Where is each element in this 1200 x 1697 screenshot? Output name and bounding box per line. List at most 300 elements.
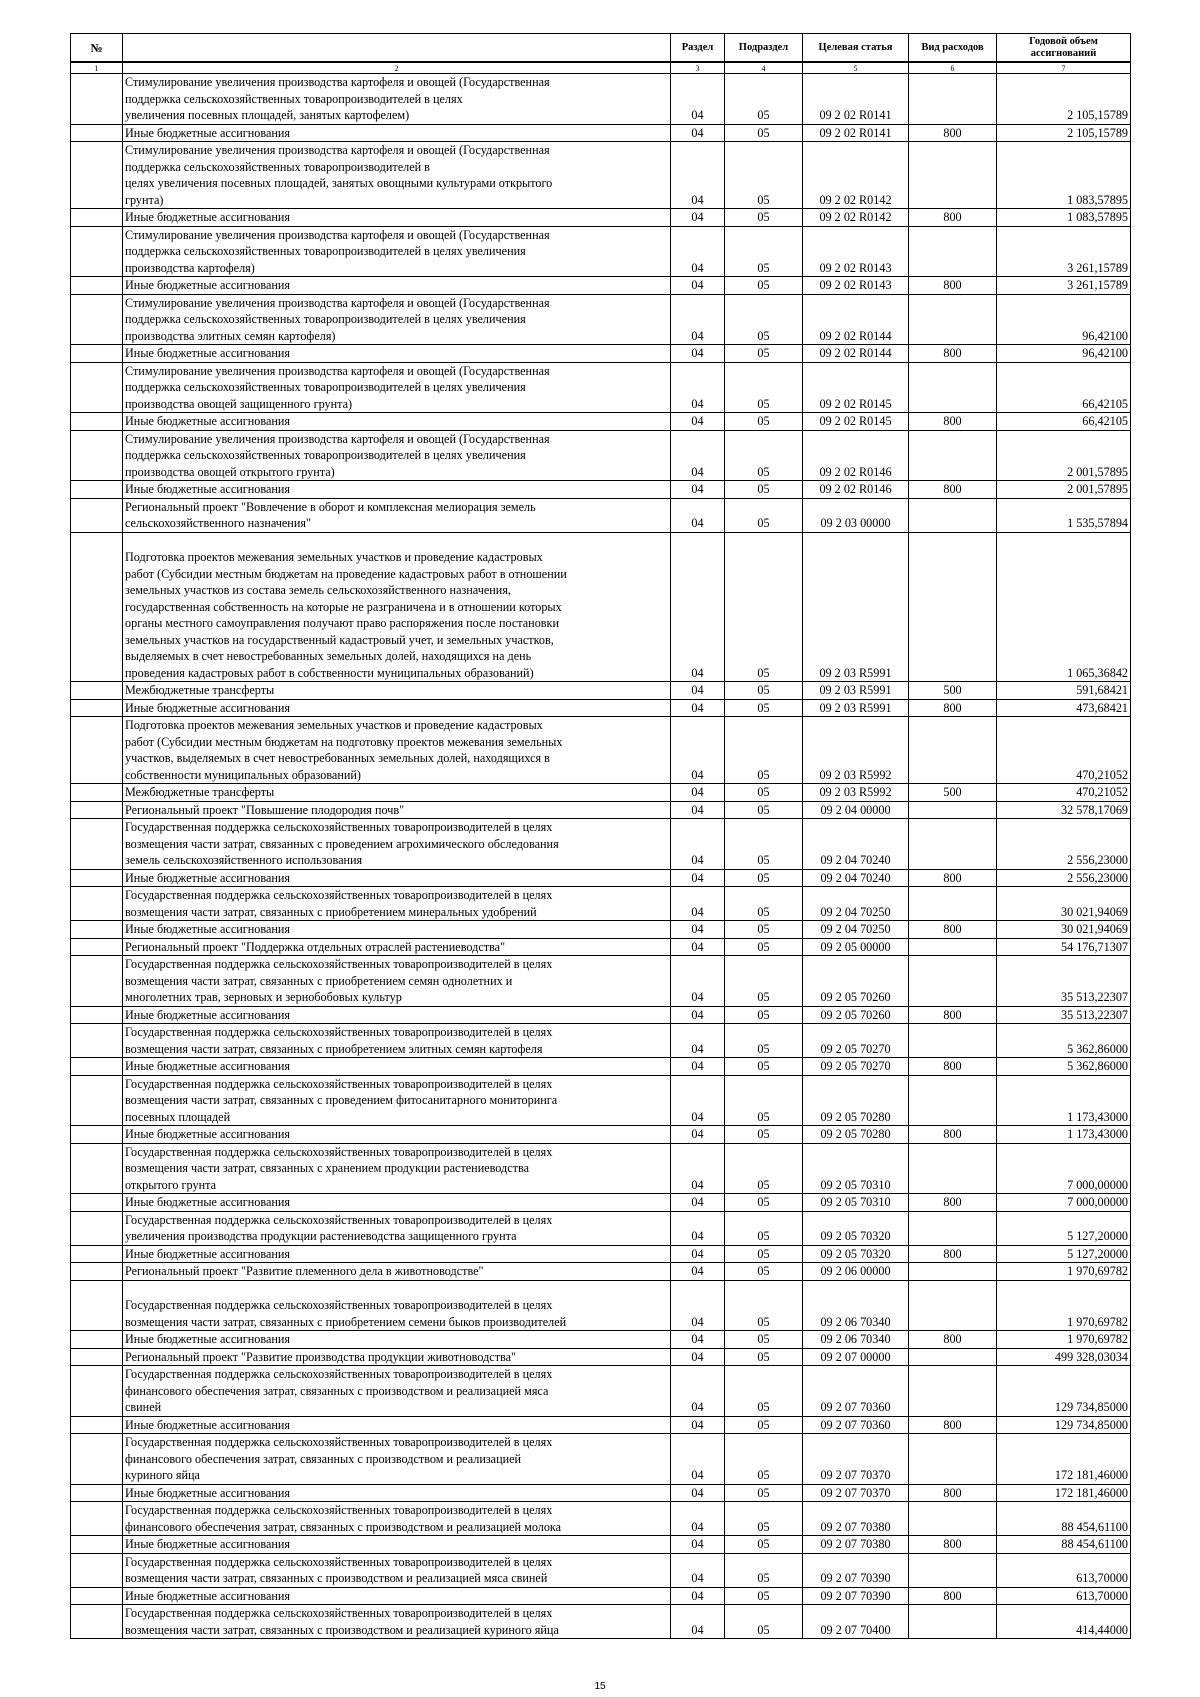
- table-row: [71, 413, 1131, 431]
- row-podrazdel: 05: [725, 1245, 803, 1263]
- row-podrazdel: 05: [725, 1484, 803, 1502]
- row-name: Государственная поддержка сельскохозяйственных товаропроизводителей в целях возмещения части затрат, связанных с проведением фитосанитарного мониторинга посевных площадей: [123, 1075, 671, 1126]
- table-row: [71, 1605, 1131, 1639]
- row-amount: 5 127,20000: [997, 1245, 1131, 1263]
- row-name: Стимулирование увеличения производства картофеля и овощей (Государственная поддержка сельскохозяйственных товаропроизводителей в целях увеличения посевных площадей, занятых картофелем): [123, 74, 671, 125]
- row-vid: [909, 226, 997, 277]
- row-number-cell: [71, 1502, 123, 1536]
- row-number-cell: [71, 226, 123, 277]
- table-row: [71, 682, 1131, 700]
- header-vid: Вид расходов: [909, 34, 997, 63]
- row-podrazdel: 05: [725, 1553, 803, 1587]
- row-number-cell: [71, 74, 123, 125]
- row-vid: [909, 1211, 997, 1245]
- row-vid: [909, 1143, 997, 1194]
- row-number-cell: [71, 1143, 123, 1194]
- column-number: 3: [671, 62, 725, 74]
- row-number-cell: [71, 1194, 123, 1212]
- row-razdel: 04: [671, 887, 725, 921]
- row-razdel: 04: [671, 345, 725, 363]
- row-article: 09 2 04 70250: [803, 887, 909, 921]
- table-row: [71, 1348, 1131, 1366]
- row-amount: 1 970,69782: [997, 1280, 1131, 1331]
- column-number: 2: [123, 62, 671, 74]
- row-vid: 800: [909, 1416, 997, 1434]
- row-article: 09 2 02 R0145: [803, 362, 909, 413]
- table-row: [71, 1194, 1131, 1212]
- row-amount: 96,42100: [997, 294, 1131, 345]
- row-amount: 1 173,43000: [997, 1126, 1131, 1144]
- row-razdel: 04: [671, 1143, 725, 1194]
- table-row: [71, 801, 1131, 819]
- row-name: Государственная поддержка сельскохозяйственных товаропроизводителей в целях увеличения производства продукции растениеводства защищенного грунта: [123, 1211, 671, 1245]
- row-article: 09 2 07 70360: [803, 1366, 909, 1417]
- table-row: [71, 938, 1131, 956]
- row-razdel: 04: [671, 1416, 725, 1434]
- row-vid: 800: [909, 124, 997, 142]
- row-vid: [909, 1024, 997, 1058]
- table-row: [71, 1211, 1131, 1245]
- row-razdel: 04: [671, 1536, 725, 1554]
- row-amount: 172 181,46000: [997, 1434, 1131, 1485]
- row-razdel: 04: [671, 1024, 725, 1058]
- row-amount: 5 362,86000: [997, 1024, 1131, 1058]
- row-number-cell: [71, 362, 123, 413]
- row-name: Государственная поддержка сельскохозяйственных товаропроизводителей в целях финансового обеспечения затрат, связанных с производством и реализацией куриного яйца: [123, 1434, 671, 1485]
- row-number-cell: [71, 1484, 123, 1502]
- header-number: №: [71, 34, 123, 63]
- row-number-cell: [71, 938, 123, 956]
- table-row: [71, 1075, 1131, 1126]
- table-row: [71, 1331, 1131, 1349]
- row-article: 09 2 07 70390: [803, 1553, 909, 1587]
- table-row: [71, 784, 1131, 802]
- row-article: 09 2 07 70390: [803, 1587, 909, 1605]
- row-number-cell: [71, 1434, 123, 1485]
- row-vid: 800: [909, 1058, 997, 1076]
- column-number: 1: [71, 62, 123, 74]
- row-number-cell: [71, 921, 123, 939]
- row-podrazdel: 05: [725, 1536, 803, 1554]
- row-number-cell: [71, 124, 123, 142]
- row-podrazdel: 05: [725, 532, 803, 682]
- row-vid: [909, 294, 997, 345]
- row-razdel: 04: [671, 938, 725, 956]
- row-vid: 800: [909, 277, 997, 295]
- row-amount: 470,21052: [997, 784, 1131, 802]
- table-row: [71, 226, 1131, 277]
- row-name: Иные бюджетные ассигнования: [123, 1587, 671, 1605]
- row-razdel: 04: [671, 1605, 725, 1639]
- row-article: 09 2 05 70280: [803, 1126, 909, 1144]
- table-row: [71, 362, 1131, 413]
- row-number-cell: [71, 1058, 123, 1076]
- row-article: 09 2 03 R5991: [803, 682, 909, 700]
- row-number-cell: [71, 1587, 123, 1605]
- row-number-cell: [71, 1348, 123, 1366]
- row-name: Иные бюджетные ассигнования: [123, 1416, 671, 1434]
- table-row: [71, 699, 1131, 717]
- row-podrazdel: 05: [725, 938, 803, 956]
- row-name: Иные бюджетные ассигнования: [123, 209, 671, 227]
- row-amount: 1 083,57895: [997, 209, 1131, 227]
- row-amount: 1 173,43000: [997, 1075, 1131, 1126]
- table-row: [71, 481, 1131, 499]
- table-row: [71, 345, 1131, 363]
- row-amount: 30 021,94069: [997, 921, 1131, 939]
- row-article: 09 2 03 R5992: [803, 717, 909, 784]
- row-razdel: 04: [671, 1587, 725, 1605]
- row-razdel: 04: [671, 430, 725, 481]
- row-amount: 2 001,57895: [997, 481, 1131, 499]
- row-podrazdel: 05: [725, 1024, 803, 1058]
- row-vid: [909, 532, 997, 682]
- row-article: 09 2 02 R0146: [803, 481, 909, 499]
- row-podrazdel: 05: [725, 1348, 803, 1366]
- row-amount: 172 181,46000: [997, 1484, 1131, 1502]
- row-vid: [909, 938, 997, 956]
- row-razdel: 04: [671, 1245, 725, 1263]
- row-razdel: 04: [671, 717, 725, 784]
- row-article: 09 2 02 R0141: [803, 74, 909, 125]
- table-row: [71, 209, 1131, 227]
- row-number-cell: [71, 277, 123, 295]
- row-amount: 5 362,86000: [997, 1058, 1131, 1076]
- row-podrazdel: 05: [725, 801, 803, 819]
- row-podrazdel: 05: [725, 1605, 803, 1639]
- row-number-cell: [71, 1605, 123, 1639]
- row-article: 09 2 02 R0143: [803, 226, 909, 277]
- row-article: 09 2 05 00000: [803, 938, 909, 956]
- table-body: [71, 74, 1131, 1639]
- row-name: Подготовка проектов межевания земельных участков и проведение кадастровых работ (Субсидии местным бюджетам на проведение кадастровых работ в отношении земельных участков из состава земель сельскохозяйственного назначения, государственная собственность на которые не разграничена и в отношении которых органы местного самоуправления получают право распоряжения после постановки земельных участков на государственный кадастровый учет, и земельных участков, выделяемых в счет невостребованных земельных долей, находящихся на день проведения кадастровых работ в собственности муниципальных образований): [123, 532, 671, 682]
- row-vid: 800: [909, 1484, 997, 1502]
- row-name: Иные бюджетные ассигнования: [123, 345, 671, 363]
- row-article: 09 2 06 00000: [803, 1263, 909, 1281]
- row-podrazdel: 05: [725, 1058, 803, 1076]
- row-name: Иные бюджетные ассигнования: [123, 1006, 671, 1024]
- row-razdel: 04: [671, 921, 725, 939]
- row-podrazdel: 05: [725, 1211, 803, 1245]
- row-razdel: 04: [671, 869, 725, 887]
- table-row: [71, 1126, 1131, 1144]
- row-number-cell: [71, 498, 123, 532]
- row-article: 09 2 05 70260: [803, 956, 909, 1007]
- row-number-cell: [71, 1075, 123, 1126]
- row-razdel: 04: [671, 124, 725, 142]
- table-row: [71, 294, 1131, 345]
- row-article: 09 2 05 70280: [803, 1075, 909, 1126]
- row-razdel: 04: [671, 819, 725, 870]
- row-podrazdel: 05: [725, 921, 803, 939]
- row-razdel: 04: [671, 532, 725, 682]
- row-name: Стимулирование увеличения производства картофеля и овощей (Государственная поддержка сельскохозяйственных товаропроизводителей в целях увеличения производства картофеля): [123, 226, 671, 277]
- row-amount: 2 001,57895: [997, 430, 1131, 481]
- row-article: 09 2 05 70320: [803, 1211, 909, 1245]
- row-number-cell: [71, 1006, 123, 1024]
- row-article: 09 2 05 70270: [803, 1058, 909, 1076]
- row-number-cell: [71, 717, 123, 784]
- row-article: 09 2 02 R0143: [803, 277, 909, 295]
- row-name: Государственная поддержка сельскохозяйственных товаропроизводителей в целях возмещения части затрат, связанных с проведением агрохимического обследования земель сельскохозяйственного использования: [123, 819, 671, 870]
- row-article: 09 2 07 00000: [803, 1348, 909, 1366]
- row-vid: [909, 887, 997, 921]
- row-name: Региональный проект "Развитие племенного дела в животноводстве": [123, 1263, 671, 1281]
- row-amount: 1 970,69782: [997, 1263, 1131, 1281]
- row-podrazdel: 05: [725, 1280, 803, 1331]
- row-razdel: 04: [671, 1263, 725, 1281]
- row-number-cell: [71, 413, 123, 431]
- row-razdel: 04: [671, 1075, 725, 1126]
- table-row: [71, 1143, 1131, 1194]
- row-name: Иные бюджетные ассигнования: [123, 699, 671, 717]
- row-number-cell: [71, 1024, 123, 1058]
- row-name: Иные бюджетные ассигнования: [123, 1331, 671, 1349]
- row-vid: [909, 1366, 997, 1417]
- table-row: [71, 1245, 1131, 1263]
- row-article: 09 2 07 70370: [803, 1434, 909, 1485]
- table-row: [71, 1263, 1131, 1281]
- row-vid: 800: [909, 481, 997, 499]
- header-razdel: Раздел: [671, 34, 725, 63]
- row-vid: 800: [909, 345, 997, 363]
- row-podrazdel: 05: [725, 1126, 803, 1144]
- row-name: Региональный проект "Вовлечение в оборот и комплексная мелиорация земель сельскохозяйственного назначения": [123, 498, 671, 532]
- row-name: Иные бюджетные ассигнования: [123, 481, 671, 499]
- row-amount: 2 105,15789: [997, 74, 1131, 125]
- row-name: Государственная поддержка сельскохозяйственных товаропроизводителей в целях возмещения части затрат, связанных с приобретением элитных семян картофеля: [123, 1024, 671, 1058]
- row-vid: [909, 142, 997, 209]
- row-name: Иные бюджетные ассигнования: [123, 124, 671, 142]
- row-number-cell: [71, 532, 123, 682]
- column-number: 7: [997, 62, 1131, 74]
- row-razdel: 04: [671, 1366, 725, 1417]
- row-name: Иные бюджетные ассигнования: [123, 1126, 671, 1144]
- row-number-cell: [71, 430, 123, 481]
- row-podrazdel: 05: [725, 362, 803, 413]
- row-number-cell: [71, 682, 123, 700]
- row-article: 09 2 03 R5991: [803, 532, 909, 682]
- row-name: Иные бюджетные ассигнования: [123, 413, 671, 431]
- row-article: 09 2 03 R5992: [803, 784, 909, 802]
- row-podrazdel: 05: [725, 1331, 803, 1349]
- row-podrazdel: 05: [725, 1502, 803, 1536]
- row-name: Иные бюджетные ассигнования: [123, 921, 671, 939]
- row-name: Стимулирование увеличения производства картофеля и овощей (Государственная поддержка сельскохозяйственных товаропроизводителей в целях увеличения производства овощей защищенного грунта): [123, 362, 671, 413]
- row-number-cell: [71, 869, 123, 887]
- table-row: [71, 74, 1131, 125]
- row-razdel: 04: [671, 209, 725, 227]
- row-name: Государственная поддержка сельскохозяйственных товаропроизводителей в целях возмещения части затрат, связанных с приобретением минеральных удобрений: [123, 887, 671, 921]
- row-name: Государственная поддержка сельскохозяйственных товаропроизводителей в целях финансового обеспечения затрат, связанных с производством и реализацией мяса свиней: [123, 1366, 671, 1417]
- page-number: 15: [594, 1681, 606, 1692]
- row-amount: 591,68421: [997, 682, 1131, 700]
- row-razdel: 04: [671, 362, 725, 413]
- row-article: 09 2 04 00000: [803, 801, 909, 819]
- row-name: Иные бюджетные ассигнования: [123, 1245, 671, 1263]
- row-number-cell: [71, 1553, 123, 1587]
- row-vid: [909, 1280, 997, 1331]
- row-podrazdel: 05: [725, 682, 803, 700]
- row-name: Государственная поддержка сельскохозяйственных товаропроизводителей в целях возмещения части затрат, связанных с хранением продукции растениеводства открытого грунта: [123, 1143, 671, 1194]
- row-number-cell: [71, 819, 123, 870]
- row-amount: 2 556,23000: [997, 819, 1131, 870]
- row-name: Межбюджетные трансферты: [123, 784, 671, 802]
- row-number-cell: [71, 1211, 123, 1245]
- row-article: 09 2 02 R0144: [803, 345, 909, 363]
- row-podrazdel: 05: [725, 124, 803, 142]
- row-razdel: 04: [671, 699, 725, 717]
- row-number-cell: [71, 1366, 123, 1417]
- row-number-cell: [71, 956, 123, 1007]
- row-article: 09 2 07 70370: [803, 1484, 909, 1502]
- row-vid: [909, 801, 997, 819]
- row-amount: 129 734,85000: [997, 1416, 1131, 1434]
- row-amount: 66,42105: [997, 362, 1131, 413]
- row-article: 09 2 03 R5991: [803, 699, 909, 717]
- row-article: 09 2 06 70340: [803, 1280, 909, 1331]
- row-amount: 613,70000: [997, 1587, 1131, 1605]
- row-name: Региональный проект "Развитие производства продукции животноводства": [123, 1348, 671, 1366]
- row-name: Региональный проект "Поддержка отдельных отраслей растениеводства": [123, 938, 671, 956]
- row-podrazdel: 05: [725, 1006, 803, 1024]
- header-podrazdel: Подраздел: [725, 34, 803, 63]
- row-razdel: 04: [671, 1280, 725, 1331]
- row-number-cell: [71, 1536, 123, 1554]
- row-podrazdel: 05: [725, 1143, 803, 1194]
- row-article: 09 2 04 70240: [803, 819, 909, 870]
- row-vid: [909, 1502, 997, 1536]
- row-amount: 5 127,20000: [997, 1211, 1131, 1245]
- row-name: Государственная поддержка сельскохозяйственных товаропроизводителей в целях возмещения части затрат, связанных с производством и реализацией куриного яйца: [123, 1605, 671, 1639]
- row-vid: 500: [909, 784, 997, 802]
- row-razdel: 04: [671, 682, 725, 700]
- table-row: [71, 819, 1131, 870]
- header-name: [123, 34, 671, 63]
- row-podrazdel: 05: [725, 1587, 803, 1605]
- row-amount: 30 021,94069: [997, 887, 1131, 921]
- table-row: [71, 1416, 1131, 1434]
- row-razdel: 04: [671, 784, 725, 802]
- row-name: Иные бюджетные ассигнования: [123, 1194, 671, 1212]
- row-vid: [909, 498, 997, 532]
- header-article: Целевая статья: [803, 34, 909, 63]
- row-razdel: 04: [671, 498, 725, 532]
- table-row: [71, 1058, 1131, 1076]
- row-name: Государственная поддержка сельскохозяйственных товаропроизводителей в целях возмещения части затрат, связанных с приобретением семян однолетних и многолетних трав, зерновых и зернобобовых культур: [123, 956, 671, 1007]
- row-number-cell: [71, 294, 123, 345]
- table-row: [71, 1434, 1131, 1485]
- row-podrazdel: 05: [725, 1075, 803, 1126]
- row-vid: [909, 819, 997, 870]
- row-article: 09 2 03 00000: [803, 498, 909, 532]
- row-article: 09 2 07 70380: [803, 1502, 909, 1536]
- row-razdel: 04: [671, 1484, 725, 1502]
- table-row: [71, 277, 1131, 295]
- row-amount: 35 513,22307: [997, 1006, 1131, 1024]
- row-number-cell: [71, 1280, 123, 1331]
- row-amount: 3 261,15789: [997, 277, 1131, 295]
- table-row: [71, 921, 1131, 939]
- row-amount: 613,70000: [997, 1553, 1131, 1587]
- row-razdel: 04: [671, 294, 725, 345]
- table-row: [71, 1553, 1131, 1587]
- row-vid: 800: [909, 1006, 997, 1024]
- row-vid: 800: [909, 1331, 997, 1349]
- column-number: 4: [725, 62, 803, 74]
- row-amount: 88 454,61100: [997, 1536, 1131, 1554]
- row-vid: [909, 1605, 997, 1639]
- row-razdel: 04: [671, 1348, 725, 1366]
- row-article: 09 2 05 70270: [803, 1024, 909, 1058]
- table-row: [71, 717, 1131, 784]
- row-amount: 1 083,57895: [997, 142, 1131, 209]
- row-article: 09 2 02 R0141: [803, 124, 909, 142]
- row-number-cell: [71, 784, 123, 802]
- table-row: [71, 1366, 1131, 1417]
- row-name: Иные бюджетные ассигнования: [123, 277, 671, 295]
- header-amount: Годовой объем ассигнований: [997, 34, 1131, 63]
- table-row: [71, 532, 1131, 682]
- table-row: [71, 1280, 1131, 1331]
- row-amount: 414,44000: [997, 1605, 1131, 1639]
- row-razdel: 04: [671, 1194, 725, 1212]
- row-article: 09 2 05 70260: [803, 1006, 909, 1024]
- row-podrazdel: 05: [725, 345, 803, 363]
- row-vid: 800: [909, 1245, 997, 1263]
- table-row: [71, 142, 1131, 209]
- row-amount: 96,42100: [997, 345, 1131, 363]
- row-vid: [909, 1553, 997, 1587]
- row-number-cell: [71, 345, 123, 363]
- row-amount: 66,42105: [997, 413, 1131, 431]
- row-name: Государственная поддержка сельскохозяйственных товаропроизводителей в целях финансового обеспечения затрат, связанных с производством и реализацией молока: [123, 1502, 671, 1536]
- row-article: 09 2 07 70400: [803, 1605, 909, 1639]
- row-amount: 35 513,22307: [997, 956, 1131, 1007]
- column-number: 6: [909, 62, 997, 74]
- row-razdel: 04: [671, 1058, 725, 1076]
- row-vid: 800: [909, 413, 997, 431]
- row-podrazdel: 05: [725, 699, 803, 717]
- table-row: [71, 1024, 1131, 1058]
- row-podrazdel: 05: [725, 481, 803, 499]
- row-name: Стимулирование увеличения производства картофеля и овощей (Государственная поддержка сельскохозяйственных товаропроизводителей в целях увеличения производства овощей открытого грунта): [123, 430, 671, 481]
- row-podrazdel: 05: [725, 209, 803, 227]
- row-name: Межбюджетные трансферты: [123, 682, 671, 700]
- row-amount: 7 000,00000: [997, 1143, 1131, 1194]
- row-podrazdel: 05: [725, 1366, 803, 1417]
- row-podrazdel: 05: [725, 277, 803, 295]
- row-number-cell: [71, 142, 123, 209]
- row-number-cell: [71, 1416, 123, 1434]
- row-amount: 2 556,23000: [997, 869, 1131, 887]
- table-row: [71, 1484, 1131, 1502]
- row-number-cell: [71, 1263, 123, 1281]
- table-row: [71, 1536, 1131, 1554]
- row-article: 09 2 05 70310: [803, 1143, 909, 1194]
- row-article: 09 2 07 70360: [803, 1416, 909, 1434]
- row-article: 09 2 04 70250: [803, 921, 909, 939]
- row-razdel: 04: [671, 413, 725, 431]
- row-article: 09 2 02 R0146: [803, 430, 909, 481]
- row-vid: [909, 1348, 997, 1366]
- row-amount: 2 105,15789: [997, 124, 1131, 142]
- row-razdel: 04: [671, 1553, 725, 1587]
- row-podrazdel: 05: [725, 498, 803, 532]
- row-name: Иные бюджетные ассигнования: [123, 1536, 671, 1554]
- row-podrazdel: 05: [725, 784, 803, 802]
- row-vid: [909, 1263, 997, 1281]
